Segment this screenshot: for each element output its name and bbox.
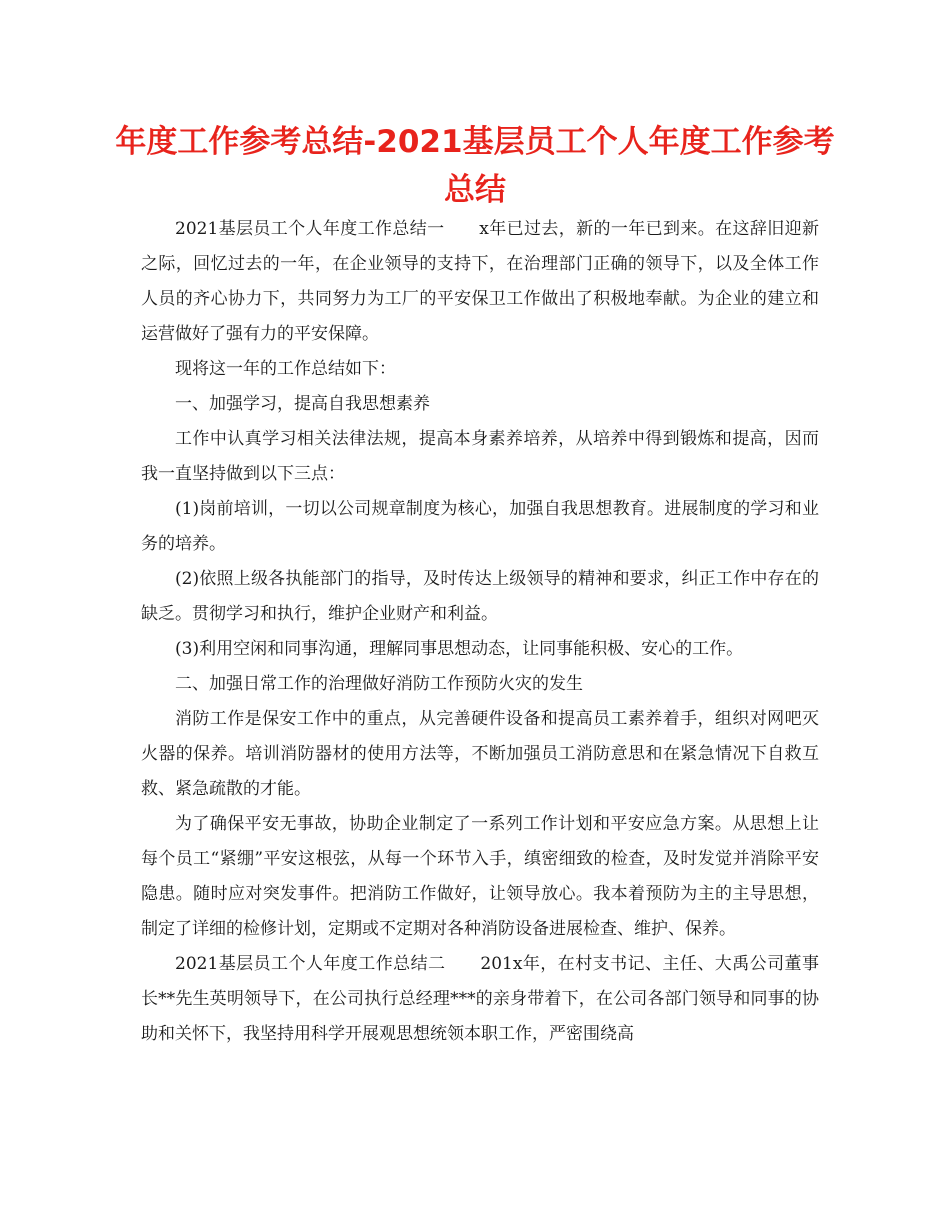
document-title: 年度工作参考总结-2021基层员工个人年度工作参考总结: [115, 124, 835, 208]
paragraph-fire-safety: 消防工作是保安工作中的重点，从完善硬件设备和提高员工素养着手，组织对网吧灭火器的保养。培训消防器材的使用方法等，不断加强员工消防意思和在紧急情况下自救互救、紧急疏散的才能。: [141, 709, 819, 799]
document-body: [141, 212, 819, 1052]
list-item-2: (2)依照上级各执能部门的指导，及时传达上级领导的精神和要求，纠正工作中存在的缺乏。贯彻学习和执行，维护企业财产和利益。: [141, 569, 819, 624]
paragraph-summary-lead: 现将这一年的工作总结如下：: [175, 359, 396, 379]
list-item-1: (1)岗前培训，一切以公司规章制度为核心，加强自我思想教育。进展制度的学习和业务的培养。: [141, 499, 819, 554]
list-item-3: (3)利用空闲和同事沟通，理解同事思想动态，让同事能积极、安心的工作。: [175, 639, 744, 659]
paragraph-safety-plan: 为了确保平安无事故，协助企业制定了一系列工作计划和平安应急方案。从思想上让每个员工“紧绷”平安这根弦，从每一个环节入手，缜密细致的检查，及时发觉并消除平安隐患。随时应对突发事件。把消防工作做好，让领导放心。我本着预防为主的主导思想，制定了详细的检修计划，定期或不定期对各种消防设备进展检查、维护、保养。: [141, 814, 819, 939]
section-heading-one: 一、加强学习，提高自我思想素养: [175, 394, 430, 414]
paragraph-summary-two-intro: 2021基层员工个人年度工作总结二 201x年，在村支书记、主任、大禹公司董事长**先生英明领导下，在公司执行总经理***的亲身带着下，在公司各部门领导和同事的协助和关怀下，我坚持用科学开展观思想统领本职工作，严密围绕高: [141, 954, 819, 1044]
paragraph-summary-one-intro: 2021基层员工个人年度工作总结一 x年已过去，新的一年已到来。在这辞旧迎新之际，回忆过去的一年，在企业领导的支持下，在治理部门正确的领导下，以及全体工作人员的齐心协力下，共同努力为工厂的平安保卫工作做出了积极地奉献。为企业的建立和运营做好了强有力的平安保障。: [141, 219, 819, 344]
section-heading-two: 二、加强日常工作的治理做好消防工作预防火灾的发生: [175, 674, 583, 694]
paragraph-study: 工作中认真学习相关法律法规，提高本身素养培养，从培养中得到锻炼和提高，因而我一直坚持做到以下三点：: [141, 429, 819, 484]
